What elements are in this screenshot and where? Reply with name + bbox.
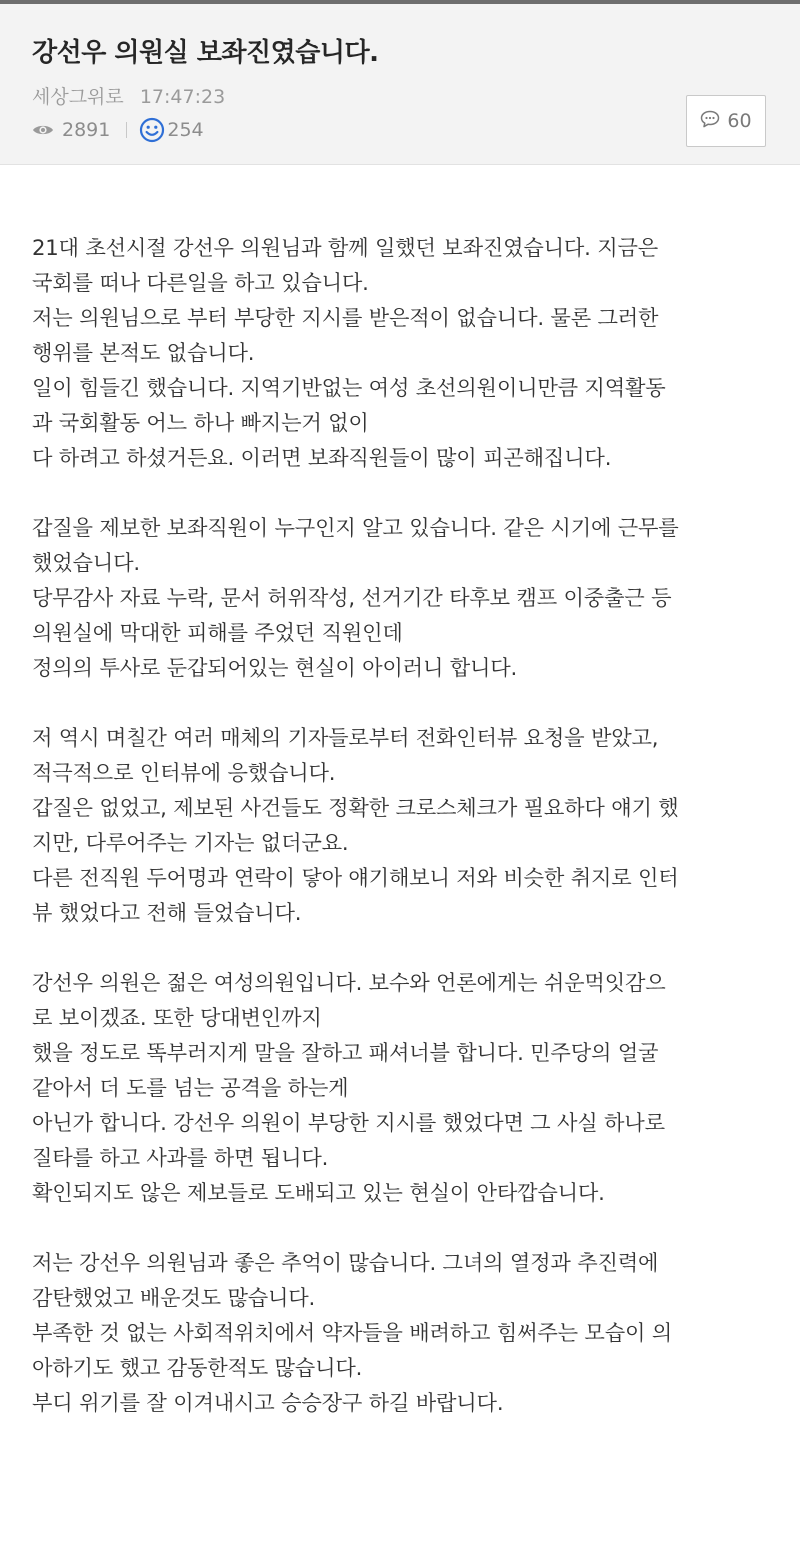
body-paragraph	[32, 720, 772, 930]
body-line: 국회를 떠나 다른일을 하고 있습니다.	[32, 270, 369, 295]
body-line: 로 보이겠죠. 또한 당대변인까지	[32, 1005, 322, 1030]
view-stat	[32, 119, 110, 141]
body-line: 갑질은 없었고, 제보된 사건들도 정확한 크로스체크가 필요하다 얘기 했	[32, 795, 679, 820]
like-count: 254	[167, 119, 204, 141]
body-line: 적극적으로 인터뷰에 응했습니다.	[32, 760, 336, 785]
body-line: 정의의 투사로 둔갑되어있는 현실이 아이러니 합니다.	[32, 655, 518, 680]
body-paragraph	[32, 1245, 772, 1420]
stat-divider	[126, 122, 127, 138]
post-header	[0, 4, 800, 165]
body-line: 일이 힘들긴 했습니다. 지역기반없는 여성 초선의원이니만큼 지역활동	[32, 375, 666, 400]
eye-icon	[32, 123, 54, 137]
body-line: 지만, 다루어주는 기자는 없더군요.	[32, 830, 349, 855]
body-line: 부족한 것 없는 사회적위치에서 약자들을 배려하고 힘써주는 모습이 의	[32, 1320, 673, 1345]
body-line: 부디 위기를 잘 이겨내시고 승승장구 하길 바랍니다.	[32, 1390, 504, 1415]
post-title: 강선우 의원실 보좌진였습니다.	[32, 38, 379, 68]
post-body	[32, 230, 772, 1455]
body-paragraph	[32, 230, 772, 475]
body-line: 행위를 본적도 없습니다.	[32, 340, 255, 365]
body-line: 강선우 의원은 젊은 여성의원입니다. 보수와 언론에게는 쉬운먹잇감으	[32, 970, 666, 995]
body-line: 아하기도 했고 감동한적도 많습니다.	[32, 1355, 363, 1380]
body-line: 저 역시 며칠간 여러 매체의 기자들로부터 전화인터뷰 요청을 받았고,	[32, 725, 659, 750]
body-line: 했었습니다.	[32, 550, 140, 575]
body-paragraph	[32, 510, 772, 685]
body-line: 21대 초선시절 강선우 의원님과 함께 일했던 보좌진였습니다. 지금은	[32, 235, 659, 260]
smiley-icon[interactable]	[139, 117, 165, 143]
author-line	[32, 82, 225, 109]
like-stat[interactable]	[139, 117, 203, 143]
comment-button[interactable]	[686, 95, 766, 147]
body-line: 뷰 했었다고 전해 들었습니다.	[32, 900, 302, 925]
body-line: 의원실에 막대한 피해를 주었던 직원인데	[32, 620, 403, 645]
body-line: 했을 정도로 똑부러지게 말을 잘하고 패셔너블 합니다. 민주당의 얼굴	[32, 1040, 659, 1065]
body-line: 확인되지도 않은 제보들로 도배되고 있는 현실이 안타깝습니다.	[32, 1180, 605, 1205]
body-line: 저는 의원님으로 부터 부당한 지시를 받은적이 없습니다. 물론 그러한	[32, 305, 659, 330]
body-line: 과 국회활동 어느 하나 빠지는거 없이	[32, 410, 369, 435]
post-time: 17:47:23	[139, 86, 226, 108]
comment-count: 60	[727, 110, 752, 132]
speech-bubble-icon	[700, 110, 720, 133]
body-line: 당무감사 자료 누락, 문서 허위작성, 선거기간 타후보 캠프 이중출근 등	[32, 585, 672, 610]
view-count: 2891	[62, 119, 111, 141]
post-stats	[32, 116, 204, 144]
author-name[interactable]: 세상그위로	[32, 86, 124, 108]
body-line: 질타를 하고 사과를 하면 됩니다.	[32, 1145, 329, 1170]
body-line: 저는 강선우 의원님과 좋은 추억이 많습니다. 그녀의 열정과 추진력에	[32, 1250, 659, 1275]
body-line: 다 하려고 하셨거든요. 이러면 보좌직원들이 많이 피곤해집니다.	[32, 445, 612, 470]
body-line: 아닌가 합니다. 강선우 의원이 부당한 지시를 했었다면 그 사실 하나로	[32, 1110, 665, 1135]
body-line: 다른 전직원 두어명과 연락이 닿아 얘기해보니 저와 비슷한 취지로 인터	[32, 865, 679, 890]
body-line: 갑질을 제보한 보좌직원이 누구인지 알고 있습니다. 같은 시기에 근무를	[32, 515, 679, 540]
body-line: 감탄했었고 배운것도 많습니다.	[32, 1285, 316, 1310]
body-paragraph	[32, 965, 772, 1210]
body-line: 같아서 더 도를 넘는 공격을 하는게	[32, 1075, 349, 1100]
